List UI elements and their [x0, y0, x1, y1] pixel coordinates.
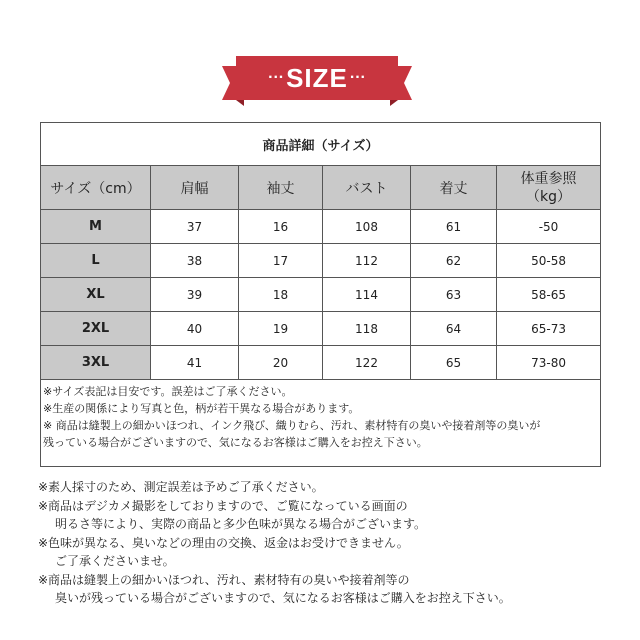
header-weight-line: 体重参照 [520, 170, 577, 187]
note-line: ※サイズ表記は目安です。誤差はご了承ください。 [43, 385, 293, 398]
header-weight-line: （kg） [526, 188, 572, 205]
bottom-note-line: 明るさ等により、実際の商品と多少色味が異なる場合がございます。 [55, 517, 427, 531]
size-cell: M [41, 210, 151, 244]
banner-dots-left: ··· [268, 69, 285, 86]
banner-dots-right: ··· [349, 69, 366, 86]
table-row [41, 244, 601, 278]
weight-cell: 58-65 [497, 278, 601, 312]
header-weight [497, 166, 601, 210]
size-cell: 3XL [41, 346, 151, 380]
table-caption: 商品詳細（サイズ） [41, 123, 601, 166]
size-table [40, 122, 601, 467]
header-shoulder: 肩幅 [151, 166, 239, 210]
sleeve-cell: 19 [239, 312, 323, 346]
bust-cell: 118 [323, 312, 411, 346]
weight-cell: 50-58 [497, 244, 601, 278]
table-row [41, 346, 601, 380]
header-bust: バスト [323, 166, 411, 210]
size-cell: XL [41, 278, 151, 312]
sleeve-cell: 18 [239, 278, 323, 312]
bust-cell: 108 [323, 210, 411, 244]
length-cell: 61 [411, 210, 497, 244]
table-notes [41, 380, 601, 467]
bottom-note-line: 臭いが残っている場合がございますので、気になるお客様はご購入をお控え下さい。 [55, 591, 511, 605]
weight-cell: 73-80 [497, 346, 601, 380]
size-cell: 2XL [41, 312, 151, 346]
length-cell: 64 [411, 312, 497, 346]
bottom-note-line: ※商品はデジカメ撮影をしておりますので、ご覧になっている画面の [38, 498, 408, 513]
sleeve-cell: 20 [239, 346, 323, 380]
bottom-note-line: ※色味が異なる、臭いなどの理由の交換、返金はお受けできません。 [38, 535, 409, 550]
shoulder-cell: 37 [151, 210, 239, 244]
header-sleeve: 袖丈 [239, 166, 323, 210]
length-cell: 65 [411, 346, 497, 380]
note-line: ※ 商品は縫製上の細かいほつれ、インク飛び、織りむら、汚れ、素材特有の臭いや接着剤等の臭いが [43, 419, 541, 432]
bottom-note-line: ご了承くださいませ。 [55, 554, 175, 568]
note-line: 残っている場合がございますので、気になるお客様はご購入をお控え下さい。 [43, 436, 428, 449]
table-row [41, 278, 601, 312]
bottom-notes [38, 478, 608, 608]
shoulder-cell: 38 [151, 244, 239, 278]
shoulder-cell: 39 [151, 278, 239, 312]
bottom-note-line: ※商品は縫製上の細かいほつれ、汚れ、素材特有の臭いや接着剤等の [38, 572, 410, 587]
bottom-note-line: ※素人採寸のため、測定誤差は予めご了承ください。 [38, 480, 324, 494]
size-banner [222, 56, 412, 106]
bust-cell: 122 [323, 346, 411, 380]
sleeve-cell: 16 [239, 210, 323, 244]
weight-cell: -50 [497, 210, 601, 244]
header-length: 着丈 [411, 166, 497, 210]
size-cell: L [41, 244, 151, 278]
sleeve-cell: 17 [239, 244, 323, 278]
banner-title [222, 56, 412, 100]
bust-cell: 114 [323, 278, 411, 312]
header-size: サイズ（cm） [41, 166, 151, 210]
banner-title-text: SIZE [286, 62, 348, 93]
table-header-row [41, 166, 601, 210]
weight-cell: 65-73 [497, 312, 601, 346]
bust-cell: 112 [323, 244, 411, 278]
length-cell: 63 [411, 278, 497, 312]
table-row [41, 312, 601, 346]
note-line: ※生産の関係により写真と色，柄が若干異なる場合があります。 [43, 402, 360, 415]
length-cell: 62 [411, 244, 497, 278]
shoulder-cell: 40 [151, 312, 239, 346]
table-row [41, 210, 601, 244]
shoulder-cell: 41 [151, 346, 239, 380]
